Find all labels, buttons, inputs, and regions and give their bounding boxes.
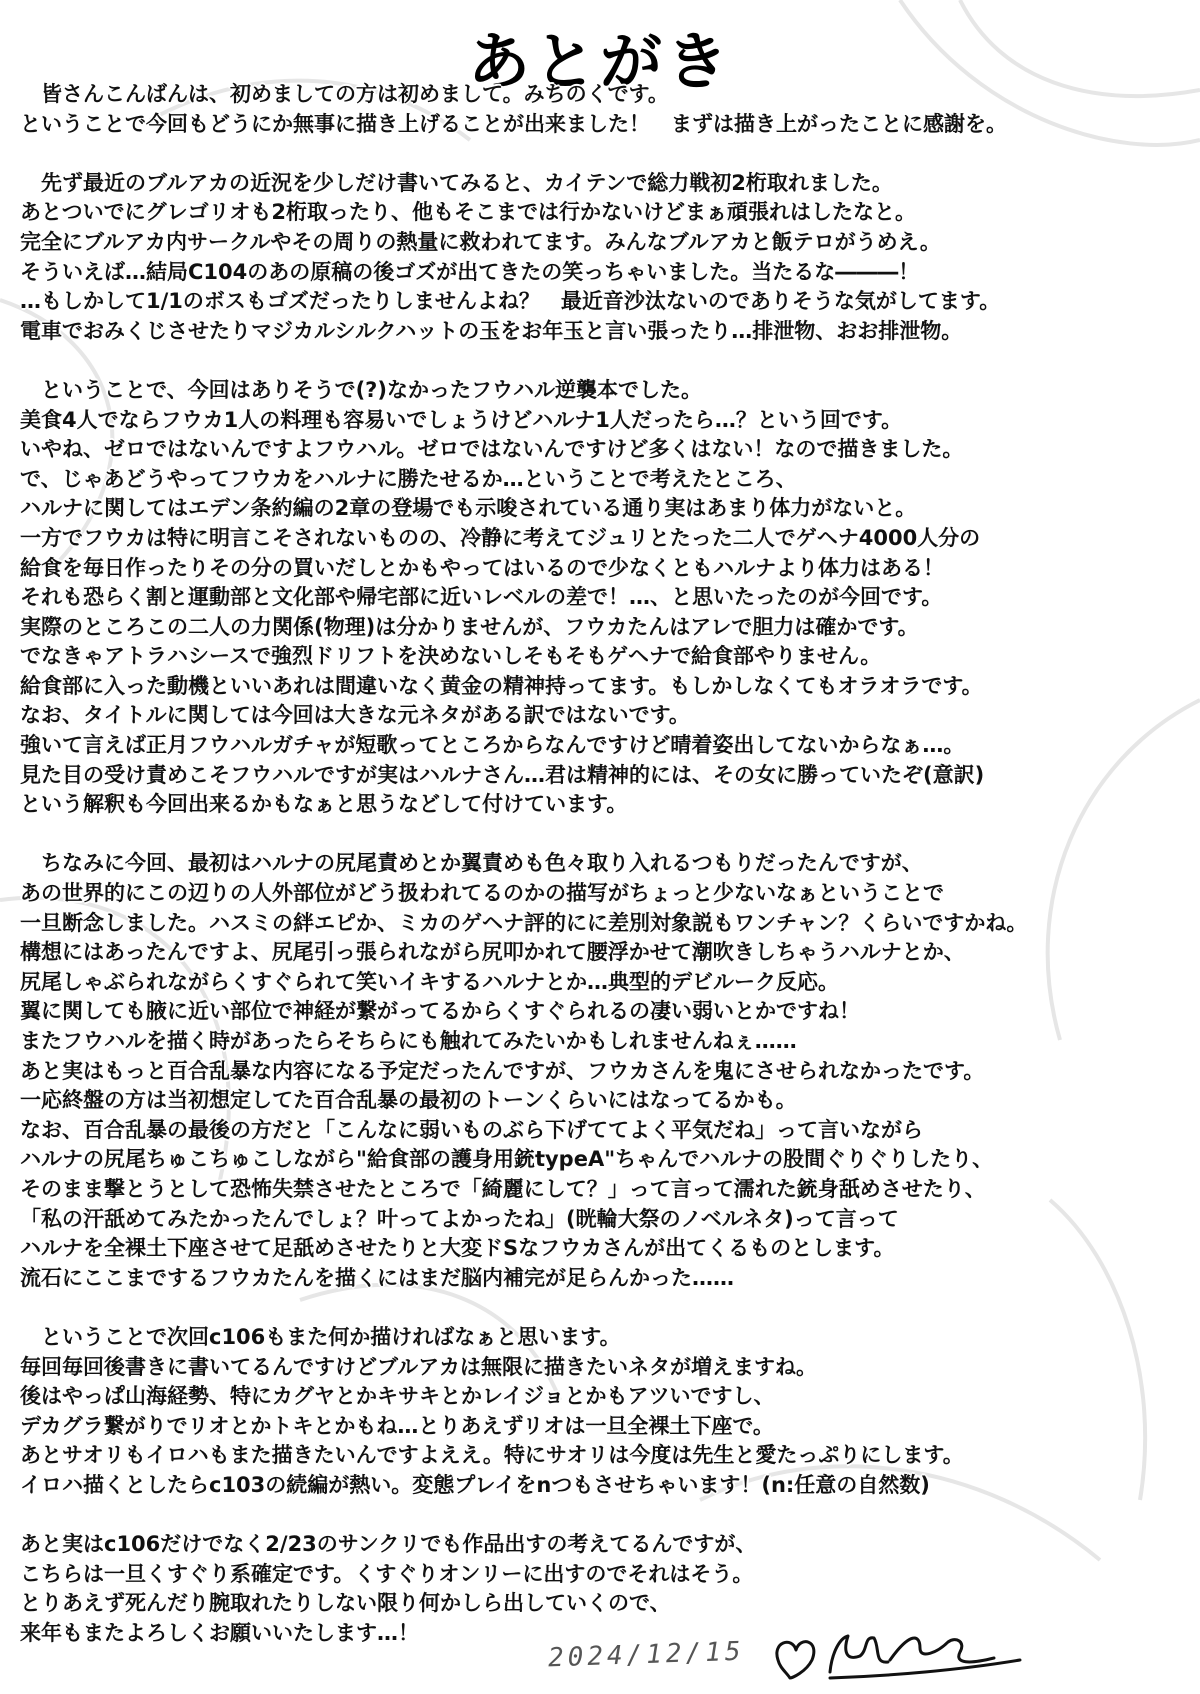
text-line: 電車でおみくじさせたりマジカルシルクハットの玉をお年玉と言い張ったり…排泄物、おお排泄物。	[20, 318, 963, 343]
text-line: でなきゃアトラハシースで強烈ドリフトを決めないしそもそもゲヘナで給食部やりません。	[20, 644, 882, 669]
text-line: それも恐らく割と運動部と文化部や帰宅部に近いレベルの差で！…、と思いたったのが今回です。	[20, 585, 943, 610]
text-line: 実際のところこの二人の力関係(物理)は分かりませんが、フウカたんはアレで胆力は確かです。	[20, 614, 919, 639]
text-line: とりあえず死んだり腕取れたりしない限り何かしら出していくので、	[20, 1591, 671, 1616]
text-line: ハルナを全裸土下座させて足舐めさせたりと大変ドSなフウカさんが出てくるものとします。	[20, 1236, 895, 1261]
text-line: 一方でフウカは特に明言こそされないものの、冷静に考えてジュリとたった二人でゲヘナ4000人分の	[20, 525, 981, 550]
date-signature: 2024/12/15	[547, 1636, 746, 1674]
text-line: という解釈も今回出来るかもなぁと思うなどして付けています。	[20, 792, 628, 817]
text-line: あとサオリもイロハもまた描きたいんですよええ。特にサオリは今度は先生と愛たっぷりにします。	[20, 1443, 964, 1468]
text-line: 後はやっぱ山海経勢、特にカグヤとかキサキとかレイジョとかもアツいですし、	[20, 1384, 775, 1409]
text-line: 一旦断念しました。ハスミの絆エピか、ミカのゲヘナ評的にに差別対象説もワンチャン？くらいですかね。	[20, 910, 1028, 935]
text-line: 見た目の受け責めこそフウハルですが実はハルナさん…君は精神的には、その女に勝っていたぞ(意訳)	[20, 762, 985, 787]
text-line: またフウハルを描く時があったらそちらにも触れてみたいかもしれませんねぇ……	[20, 1029, 797, 1053]
page-title: あとがき	[467, 25, 732, 98]
text-line: 「私の汗舐めてみたかったんでしょ？叶ってよかったね」(晄輪大祭のノベルネタ)って言って	[20, 1206, 899, 1231]
handwritten-signature	[770, 1612, 1030, 1687]
text-line: ということで今回もどうにか無事に描き上げることが出来ました！ まずは描き上がったことに感謝を。	[20, 111, 1007, 136]
text-line: あの世界的にこの辺りの人外部位がどう扱われてるのかの描写がちょっと少ないなぁということで	[20, 881, 944, 906]
text-line: 来年もまたよろしくお願いいたします…！	[20, 1620, 419, 1645]
paragraph	[20, 849, 1190, 1293]
text-line: ということで、今回はありそうで(?)なかったフウハル逆襲本でした。	[20, 377, 702, 402]
text-line: 一応終盤の方は当初想定してた百合乱暴の最初のトーンくらいにはなってるかも。	[20, 1088, 797, 1113]
text-line: ということで次回c106もまた何か描ければなぁと思います。	[20, 1324, 621, 1349]
text-line: イロハ描くとしたらc103の続編が熱い。変態プレイをnつもさせちゃいます！(n:任意の自然数)	[20, 1472, 930, 1497]
afterword-body	[20, 80, 1190, 1648]
paragraph	[20, 80, 1190, 139]
paragraph	[20, 376, 1190, 820]
text-line: 美食4人でならフウカ1人の料理も容易いでしょうけどハルナ1人だったら…？という回です。	[20, 407, 903, 432]
text-line: デカグラ繋がりでリオとかトキとかもね…とりあえずリオは一旦全裸土下座で。	[20, 1413, 774, 1438]
text-line: 強いて言えば正月フウハルガチャが短歌ってところからなんですけど晴着姿出してないからなぁ…。	[20, 733, 965, 758]
text-line: ちなみに今回、最初はハルナの尻尾責めとか翼責めも色々取り入れるつもりだったんですが、	[20, 851, 923, 876]
text-line: 流石にここまでするフウカたんを描くにはまだ脳内補完が足らんかった……	[20, 1265, 734, 1290]
text-line: 給食部に入った動機といいあれは間違いなく黄金の精神持ってます。もしかしなくてもオラオラです。	[20, 673, 983, 698]
paragraph	[20, 169, 1190, 347]
text-line: 毎回毎回後書きに書いてるんですけどブルアカは無限に描きたいネタが増えますね。	[20, 1354, 817, 1379]
text-line: ハルナの尻尾ちゅこちゅこしながら"給食部の護身用銃typeA"ちゃんでハルナの股間ぐりぐりしたり、	[20, 1147, 994, 1172]
text-line: こちらは一旦くすぐり系確定です。くすぐりオンリーに出すのでそれはそう。	[20, 1561, 754, 1586]
text-line: 皆さんこんばんは、初めましての方は初めまして。みちのくです。	[20, 82, 669, 106]
text-line: 先ず最近のブルアカの近況を少しだけ書いてみると、カイテンで総力戦初2桁取れました。	[20, 170, 893, 195]
text-line: ハルナに関してはエデン条約編の2章の登場でも示唆されている通り実はあまり体力がないと。	[20, 496, 917, 521]
text-line: いやね、ゼロではないんですよフウハル。ゼロではないんですけど多くはない！なので描きました。	[20, 437, 964, 462]
text-line: あと実はもっと百合乱暴な内容になる予定だったんですが、フウカさんを鬼にさせられなかったです。	[20, 1058, 985, 1083]
text-line: あとついでにグレゴリオも2桁取ったり、他もそこまでは行かないけどまぁ頑張れはしたなと。	[20, 200, 916, 225]
text-line: で、じゃあどうやってフウカをハルナに勝たせるか…ということで考えたところ、	[20, 466, 797, 491]
text-line: …もしかして1/1のボスもゴズだったりしませんよね？ 最近音沙汰ないのでありそうな気がしてます。	[20, 289, 1001, 314]
text-line: 給食を毎日作ったりその分の買いだしとかもやってはいるので少なくともハルナより体力はある！	[20, 555, 944, 580]
text-line: 尻尾しゃぶられながらくすぐられて笑いイキするハルナとか…典型的デビルーク反応。	[20, 969, 839, 994]
text-line: なお、百合乱暴の最後の方だと「こんなに弱いものぶら下げててよく平気だね」って言いながら	[20, 1117, 923, 1142]
text-line: 翼に関しても腋に近い部位で神経が繋がってるからくすぐられるの凄い弱いとかですね！	[20, 999, 860, 1024]
text-line: そういえば…結局C104のあの原稿の後ゴズが出てきたの笑っちゃいました。当たるな―――！	[20, 259, 920, 284]
paragraph	[20, 1323, 1190, 1501]
text-line: 構想にはあったんですよ、尻尾引っ張られながら尻叩かれて腰浮かせて潮吹きしちゃうハルナとか、	[20, 940, 965, 965]
text-line: そのまま撃とうとして恐怖失禁させたところで「綺麗にして？」って言って濡れた銃身舐めさせたり、	[20, 1176, 986, 1201]
text-line: 完全にブルアカ内サークルやその周りの熱量に救われてます。みんなブルアカと飯テロがうめえ。	[20, 229, 941, 254]
text-line: なお、タイトルに関しては今回は大きな元ネタがある訳ではないです。	[20, 703, 690, 728]
text-line: あと実はc106だけでなく2/23のサンクリでも作品出すの考えてるんですが、	[20, 1532, 757, 1557]
